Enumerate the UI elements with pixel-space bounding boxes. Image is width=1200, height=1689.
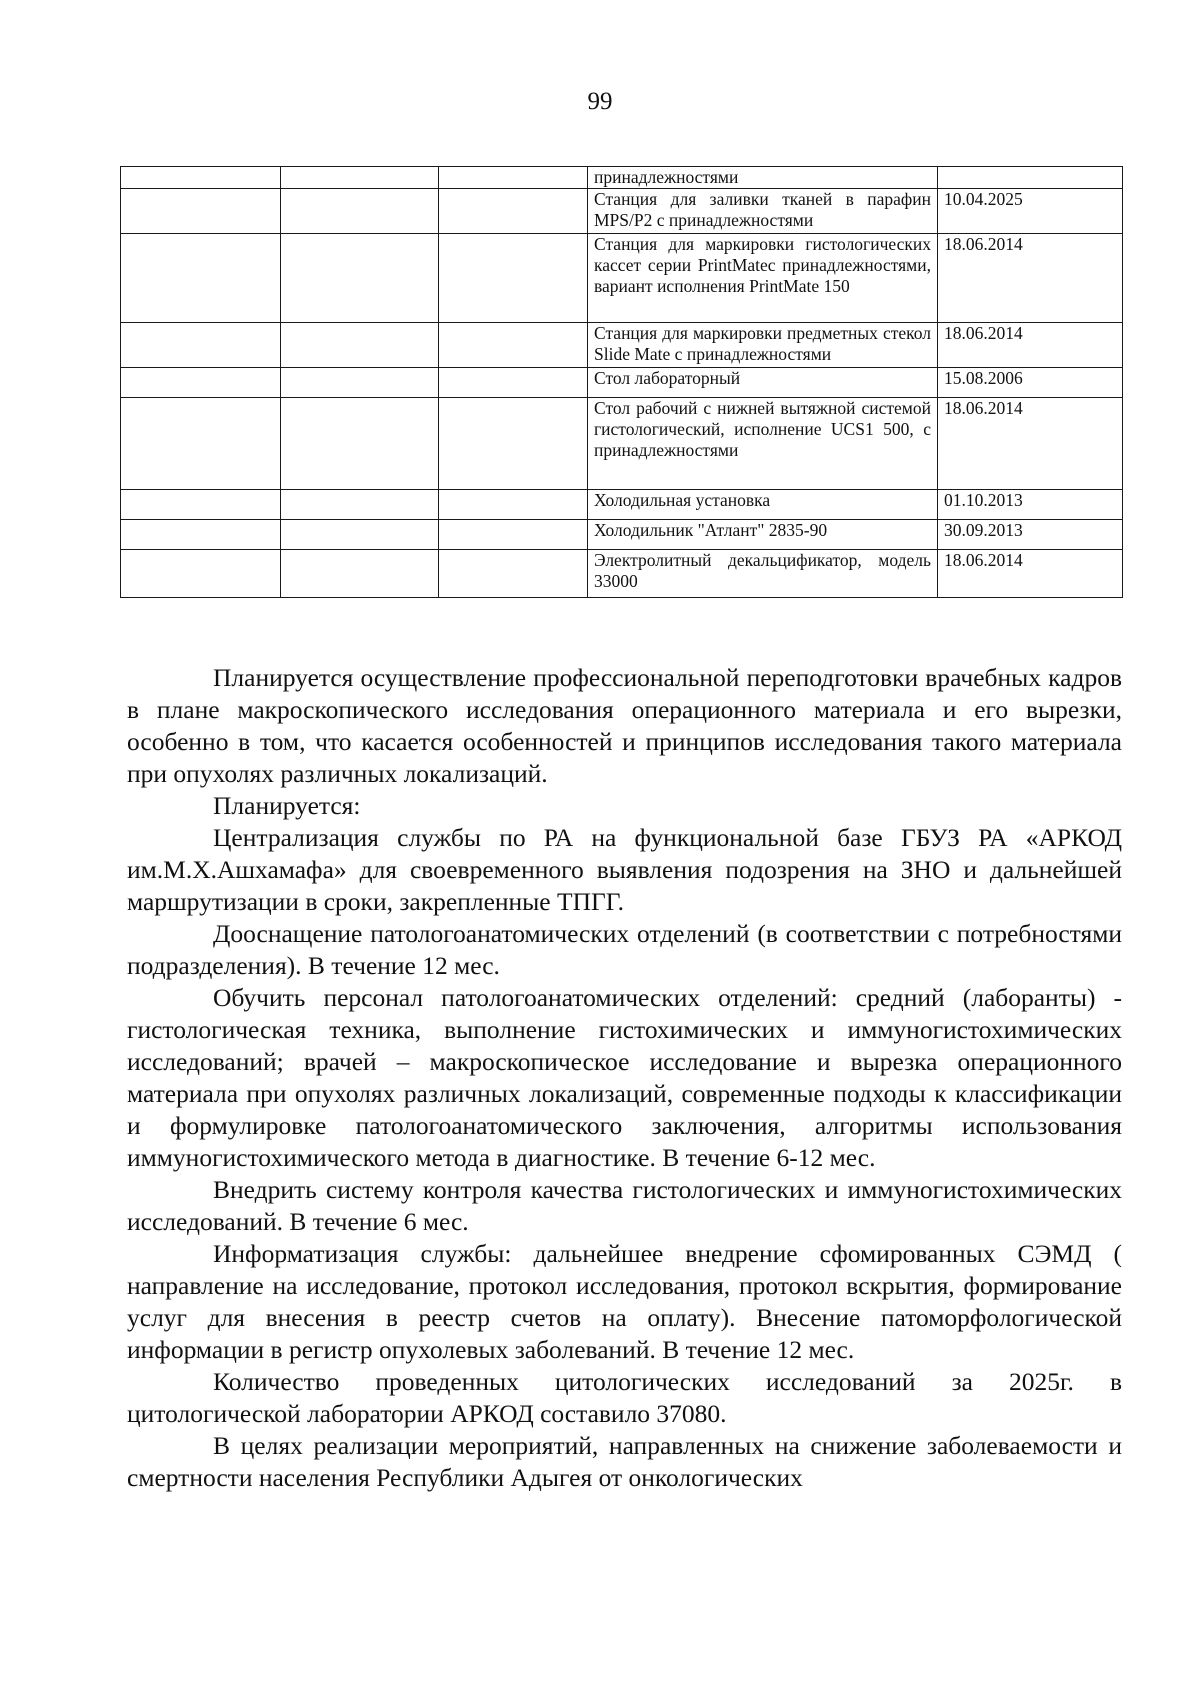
equipment-date: 18.06.2014 <box>938 550 1123 598</box>
table-row <box>121 323 1123 368</box>
table-cell-empty <box>281 189 439 234</box>
equipment-name: Стол лабораторный <box>588 368 938 398</box>
page-number: 99 <box>587 88 613 115</box>
table-cell-empty <box>439 398 588 490</box>
table-cell-empty <box>439 368 588 398</box>
paragraph: В целях реализации мероприятий, направленных на снижение заболеваемости и смертности населения Республики Адыгея от онкологических <box>127 1431 1122 1492</box>
table-cell-empty <box>121 368 281 398</box>
table-cell-empty <box>281 398 439 490</box>
table-cell-empty <box>439 520 588 550</box>
table-cell-empty <box>121 490 281 520</box>
paragraph: Обучить персонал патологоанатомических отделений: средний (лаборанты) - гистологическая техника, выполнение гистохимических и иммуногистохимических исследований; врачей – макроскопическое исследование и вырезка операционного материала при опухолях различных локализаций, современные подходы к классификации и формулировке патологоанатомического заключения, алгоритмы использования иммуногистохимического метода в диагностике. В течение 6-12 мес. <box>127 983 1122 1172</box>
equipment-date: 30.09.2013 <box>938 520 1123 550</box>
paragraph: Информатизация службы: дальнейшее внедрение сфомированных СЭМД ( направление на исследование, протокол исследования, протокол вскрытия, формирование услуг для внесения в реестр счетов на оплату). Внесение патоморфологической информации в регистр опухолевых заболеваний. В течение 12 мес. <box>127 1239 1122 1364</box>
table-cell-empty <box>439 323 588 368</box>
table-cell-empty <box>439 234 588 323</box>
table-cell-empty <box>439 167 588 189</box>
table-cell-empty <box>121 189 281 234</box>
equipment-date: 15.08.2006 <box>938 368 1123 398</box>
equipment-date: 01.10.2013 <box>938 490 1123 520</box>
equipment-date: 18.06.2014 <box>938 323 1123 368</box>
table-row <box>121 234 1123 323</box>
equipment-name: Станция для маркировки гистологических кассет серии PrintMatec принадлежностями, вариант исполнения PrintMate 150 <box>588 234 938 323</box>
equipment-name: Стол рабочий с нижней вытяжной системой гистологический, исполнение UCS1 500, с принадлежностями <box>588 398 938 490</box>
table-row <box>121 520 1123 550</box>
table-cell-empty <box>281 490 439 520</box>
table-row <box>121 189 1123 234</box>
table-cell-empty <box>121 167 281 189</box>
table-cell-empty <box>121 550 281 598</box>
table-cell-empty <box>121 234 281 323</box>
table-cell-empty <box>281 323 439 368</box>
equipment-name: Холодильная установка <box>588 490 938 520</box>
table-row <box>121 167 1123 189</box>
equipment-date <box>938 167 1123 189</box>
table-row <box>121 490 1123 520</box>
table-cell-empty <box>439 189 588 234</box>
table-cell-empty <box>439 550 588 598</box>
table-cell-empty <box>281 368 439 398</box>
paragraph: Планируется: <box>213 791 361 820</box>
table-row <box>121 368 1123 398</box>
body-text <box>127 662 1122 1494</box>
paragraph: Дооснащение патологоанатомических отделений (в соответствии с потребностями подразделения). В течение 12 мес. <box>127 919 1122 980</box>
table-row <box>121 398 1123 490</box>
equipment-name: Станция для заливки тканей в парафин MPS/P2 с принадлежностями <box>588 189 938 234</box>
equipment-name: Холодильник "Атлант" 2835-90 <box>588 520 938 550</box>
paragraph: Планируется осуществление профессиональной переподготовки врачебных кадров в плане макроскопического исследования операционного материала и его вырезки, особенно в том, что касается особенностей и принципов исследования такого материала при опухолях различных локализаций. <box>127 663 1122 788</box>
table-cell-empty <box>281 550 439 598</box>
equipment-name: Станция для маркировки предметных стекол Slide Mate с принадлежностями <box>588 323 938 368</box>
paragraph: Количество проведенных цитологических исследований за 2025г. в цитологической лаборатории АРКОД составило 37080. <box>127 1367 1122 1428</box>
equipment-name: принадлежностями <box>588 167 938 189</box>
table-cell-empty <box>121 323 281 368</box>
paragraph: Внедрить систему контроля качества гистологических и иммуногистохимических исследований. В течение 6 мес. <box>127 1175 1122 1236</box>
equipment-date: 18.06.2014 <box>938 398 1123 490</box>
table-cell-empty <box>281 234 439 323</box>
equipment-date: 10.04.2025 <box>938 189 1123 234</box>
paragraph: Централизация службы по РА на функциональной базе ГБУЗ РА «АРКОД им.М.Х.Ашхамафа» для своевременного выявления подозрения на ЗНО и дальнейшей маршрутизации в сроки, закрепленные ТПГГ. <box>127 823 1122 916</box>
table-row <box>121 550 1123 598</box>
table-cell-empty <box>121 398 281 490</box>
table-cell-empty <box>439 490 588 520</box>
equipment-date: 18.06.2014 <box>938 234 1123 323</box>
table-cell-empty <box>121 520 281 550</box>
equipment-table <box>120 166 1123 598</box>
equipment-name: Электролитный декальцификатор, модель 33000 <box>588 550 938 598</box>
table-cell-empty <box>281 520 439 550</box>
table-cell-empty <box>281 167 439 189</box>
